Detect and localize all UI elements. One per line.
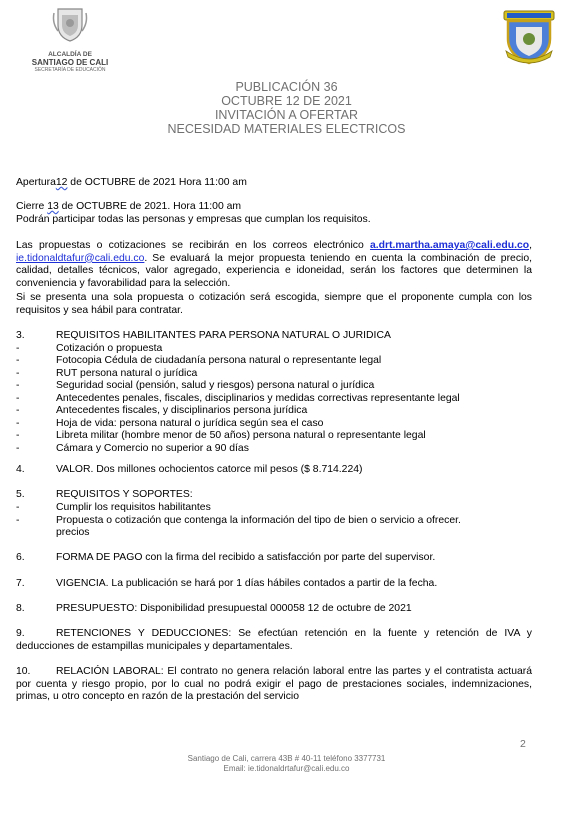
section-9-text: RETENCIONES Y DEDUCCIONES: Se efectúan retención en la fuente y retención de IVA y deducciones de estampillas municipales y departamentales.: [16, 628, 532, 652]
need-title: NECESIDAD MATERIALES ELECTRICOS: [167, 122, 406, 136]
list-item: - Antecedentes fiscales, y disciplinarios persona jurídica: [16, 405, 308, 416]
page-number: 2: [520, 738, 526, 750]
section-6: [16, 552, 435, 565]
single-proposal-text: Si se presenta una sola propuesta o cotización será escogida, siempre que el proponente cumpla con los requisitos y sea hábil para contratar.: [16, 292, 532, 316]
section-5-title: REQUISITOS Y SOPORTES:: [56, 489, 193, 500]
section-8-number: 8.: [16, 603, 25, 614]
section-3-item-1: Cotización o propuesta: [56, 343, 163, 354]
section-9-number: 9.: [16, 628, 25, 639]
proposals-middle: . Se evaluará la mejor propuesta teniendo en cuenta la combinación de precio, calidad, detalles técnicos, valor agregado, experiencia e idoneidad, serán los factores que determinen la conveniencia y favorabilidad para la selección.: [16, 252, 532, 289]
publication-date: OCTUBRE 12 DE 2021: [221, 94, 352, 108]
section-5-heading: [16, 489, 193, 502]
section-4: [16, 464, 362, 477]
apertura-line: [16, 177, 532, 190]
section-3-item-5: Antecedentes penales, fiscales, disciplinarios y medidas correctivas representante legal: [56, 393, 460, 404]
section-10-text: RELACIÓN LABORAL: El contrato no genera relación laboral entre las partes y el contratista actuará por cuenta y riesgo propio, por lo cual no podrá exigir el pago de prestaciones sociales, indemnizaciones, primas, u otro concepto en razón de la prestación del servicio: [16, 666, 532, 703]
section-6-text: FORMA DE PAGO con la firma del recibido a satisfacción por parte del supervisor.: [56, 552, 436, 563]
section-3-title: REQUISITOS HABILITANTES PARA PERSONA NATURAL O JURIDICA: [56, 330, 391, 341]
section-8: [16, 603, 412, 616]
logo-line-3: SECRETARÍA DE EDUCACIÓN: [34, 67, 106, 73]
section-3-item-9: Cámara y Comercio no superior a 90 días: [56, 443, 249, 454]
cierre-line: [16, 201, 532, 214]
section-4-number: 4.: [16, 464, 25, 475]
section-3-item-6: Antecedentes fiscales, y disciplinarios persona jurídica: [56, 405, 308, 416]
list-item: - Cumplir los requisitos habilitantes: [16, 502, 211, 513]
list-item: - RUT persona natural o jurídica: [16, 368, 198, 379]
list-item: - Libreta militar (hombre menor de 50 años) persona natural o representante legal: [16, 430, 426, 441]
section-3-item-2: Fotocopia Cédula de ciudadanía persona natural o representante legal: [56, 355, 382, 366]
section-3-item-3: RUT persona natural o jurídica: [56, 368, 198, 379]
footer-email: Email: ie.tidonaldrtafur@cali.edu.co: [223, 764, 350, 773]
logo-line-1: ALCALDÍA DE: [48, 51, 92, 58]
proposals-intro: Las propuestas o cotizaciones se recibirán en los correos electrónico: [16, 240, 370, 251]
section-3-heading: [16, 330, 391, 343]
list-item: - Seguridad social (pensión, salud y riesgos) persona natural o jurídica: [16, 380, 375, 391]
apertura-rest: de OCTUBRE de 2021 Hora 11:00 am: [67, 177, 247, 188]
page-footer: [0, 754, 573, 774]
proposals-comma: ,: [529, 240, 532, 251]
section-7-number: 7.: [16, 578, 25, 589]
section-7-text: VIGENCIA. La publicación se hará por 1 días hábiles contados a partir de la fecha.: [56, 578, 438, 589]
section-8-text: PRESUPUESTO: Disponibilidad presupuestal 000058 12 de octubre de 2021: [56, 603, 412, 614]
apertura-label: Apertura: [16, 177, 56, 188]
section-5-number: 5.: [16, 489, 25, 500]
section-3-item-7: Hoja de vida: persona natural o jurídica según sea el caso: [56, 418, 324, 429]
list-item: [16, 527, 90, 540]
section-7: [16, 578, 437, 591]
section-3-item-4: Seguridad social (pensión, salud y riesgos) persona natural o jurídica: [56, 380, 375, 391]
school-shield-icon: [498, 7, 560, 67]
cierre-day: 13: [47, 201, 59, 212]
section-3-item-8: Libreta militar (hombre menor de 50 años) persona natural o representante legal: [56, 430, 426, 441]
cierre-label: Cierre: [16, 201, 48, 212]
section-4-text: VALOR. Dos millones ochocientos catorce mil pesos ($ 8.714.224): [56, 464, 363, 475]
list-item: - Fotocopia Cédula de ciudadanía persona natural o representante legal: [16, 355, 382, 366]
list-item: - Hoja de vida: persona natural o jurídica según sea el caso: [16, 418, 324, 429]
logo-line-2: SANTIAGO DE CALI: [31, 58, 109, 67]
section-10-number: 10.: [16, 666, 31, 677]
list-item: - Antecedentes penales, fiscales, disciplinarios y medidas correctivas representante legal: [16, 393, 460, 404]
section-9: [16, 628, 532, 653]
coat-of-arms-icon: [50, 3, 90, 43]
invitation-title: INVITACIÓN A OFERTAR: [214, 108, 359, 122]
list-item: - Propuesta o cotización que contenga la información del tipo de bien o servicio a ofrecer.: [16, 515, 461, 526]
section-5-item-1: Cumplir los requisitos habilitantes: [56, 502, 211, 513]
email-link-1[interactable]: a.drt.martha.amaya@cali.edu.co: [369, 240, 530, 251]
footer-address: Santiago de Cali, carrera 43B # 40-11 teléfono 3377731: [187, 754, 386, 763]
section-10: [16, 666, 532, 704]
publication-number: PUBLICACIÓN 36: [235, 80, 338, 94]
cierre-rest: de OCTUBRE de 2021. Hora 11:00 am: [58, 201, 242, 212]
school-crest-logo: [498, 7, 560, 67]
section-6-number: 6.: [16, 552, 25, 563]
section-5-item-2: Propuesta o cotización que contenga la información del tipo de bien o servicio a ofrecer.: [56, 515, 461, 526]
document-header: [0, 80, 573, 136]
proposals-paragraph: [16, 240, 532, 290]
section-3-number: 3.: [16, 330, 25, 341]
list-item: - Cámara y Comercio no superior a 90 días: [16, 443, 249, 454]
email-link-2[interactable]: ie.tidonaldtafur@cali.edu.co: [16, 252, 145, 264]
apertura-day: 12: [55, 177, 68, 188]
alcaldia-logo: [30, 3, 110, 73]
list-item: - Cotización o propuesta: [16, 343, 163, 354]
participation-text: Podrán participar todas las personas y empresas que cumplan los requisitos.: [16, 214, 371, 225]
section-5-continuation: precios: [56, 527, 90, 538]
